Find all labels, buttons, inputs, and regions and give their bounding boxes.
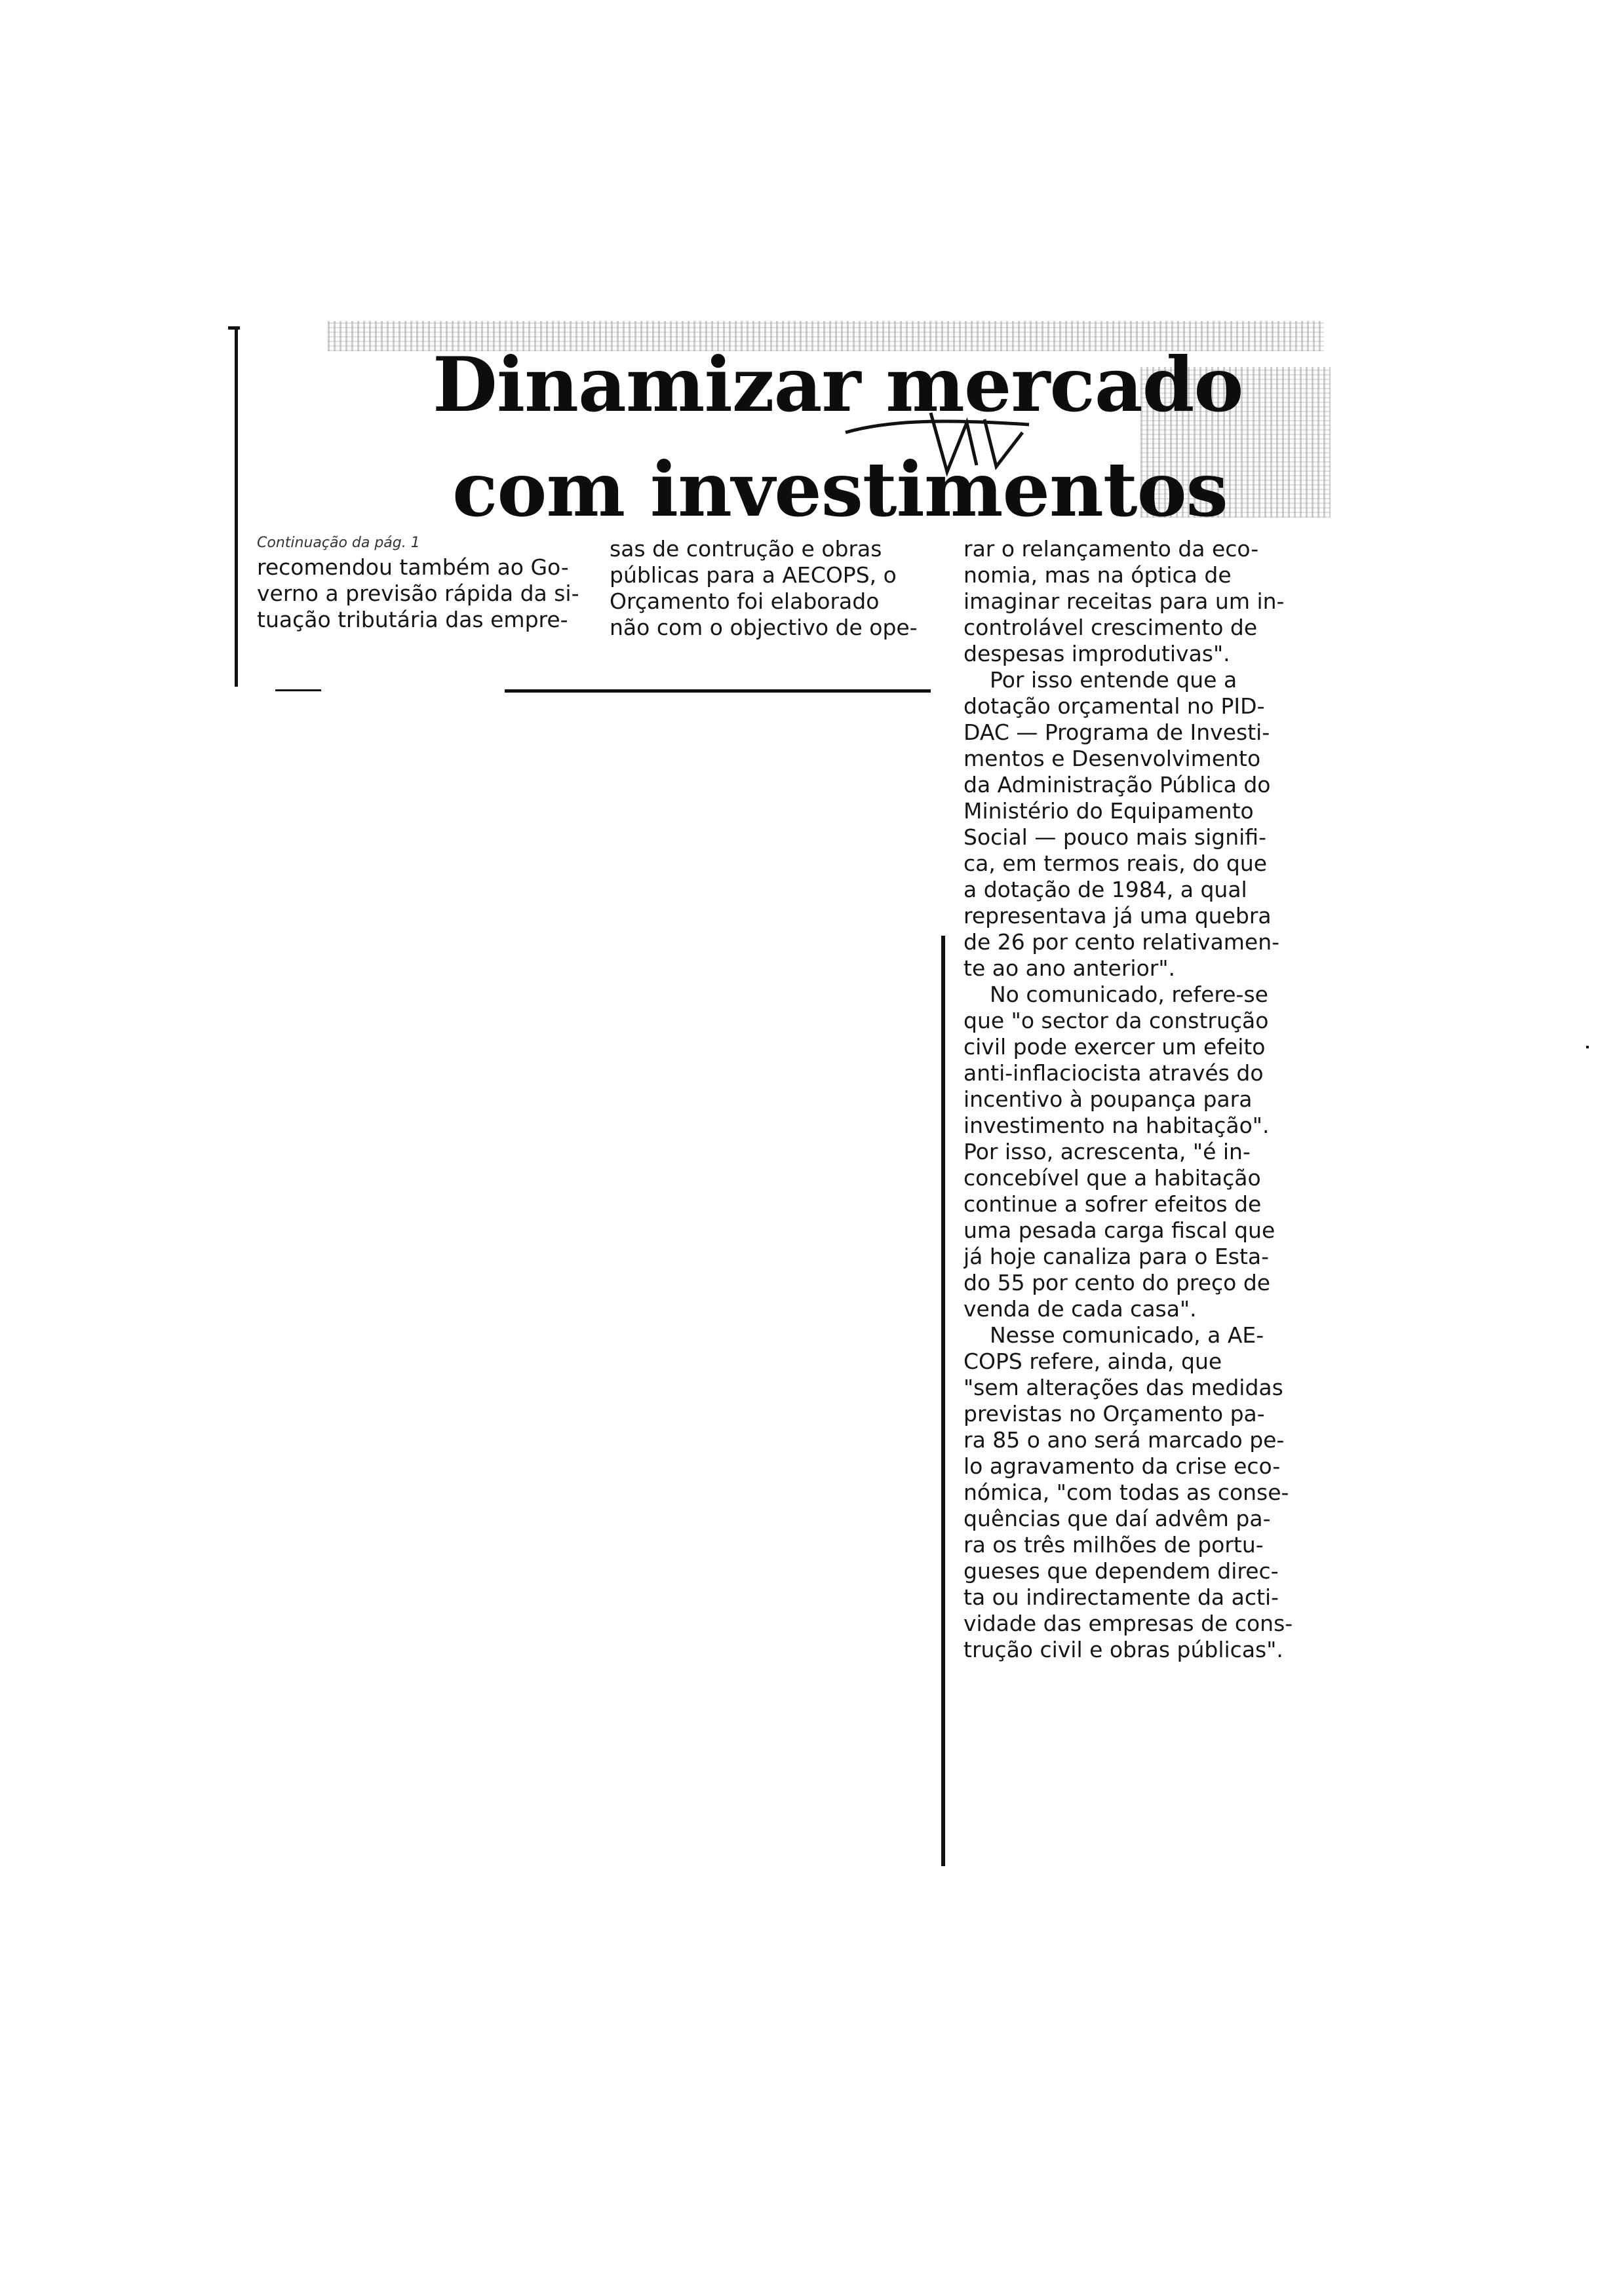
- text-line: não com o objectivo de ope-: [610, 615, 918, 640]
- text-line: No comunicado, refere-se: [990, 982, 1268, 1007]
- column-3: [963, 536, 1317, 1663]
- text-line: anti-inflaciocista através do: [963, 1060, 1264, 1086]
- text-line: civil pode exercer um efeito: [963, 1034, 1266, 1060]
- text-line: representava já uma quebra: [963, 903, 1272, 928]
- text-line: controlável crescimento de: [963, 615, 1258, 640]
- text-line: continue a sofrer efeitos de: [963, 1191, 1262, 1217]
- text-line: Por isso, acrescenta, "é in-: [963, 1139, 1251, 1164]
- text-line: incentivo à poupança para: [963, 1086, 1253, 1112]
- divider-rule: [505, 689, 931, 693]
- text-line: Ministério do Equipamento: [963, 798, 1254, 824]
- text-line: da Administração Pública do: [963, 772, 1271, 797]
- text-line: de 26 por cento relativamen-: [963, 929, 1280, 955]
- text-line: ta ou indirectamente da acti-: [963, 1584, 1279, 1610]
- text-line: imaginar receitas para um in-: [963, 588, 1285, 614]
- column-2: [610, 536, 950, 641]
- text-line: ra os três milhões de portu-: [963, 1532, 1264, 1558]
- text-line: nómica, "com todas as conse-: [963, 1480, 1289, 1505]
- text-line: Por isso entende que a: [990, 667, 1237, 693]
- text-line: Social — pouco mais signifi-: [963, 824, 1266, 850]
- text-line: despesas improdutivas".: [963, 641, 1230, 666]
- headline-line-1: Dinamizar mercado: [433, 341, 1243, 429]
- text-line: Orçamento foi elaborado: [610, 588, 880, 614]
- column-1: [257, 532, 585, 633]
- text-line: rar o relançamento da eco-: [963, 536, 1259, 562]
- text-line: lo agravamento da crise eco-: [963, 1453, 1281, 1479]
- text-line: dotação orçamental no PID-: [963, 693, 1265, 719]
- text-line: que "o sector da construção: [963, 1008, 1269, 1033]
- text-line: gueses que dependem direc-: [963, 1558, 1279, 1584]
- text-line: tuação tributária das empre-: [257, 607, 568, 632]
- text-line: quências que daí advêm pa-: [963, 1506, 1271, 1531]
- text-line: uma pesada carga fiscal que: [963, 1217, 1275, 1243]
- divider-rule-left: [275, 689, 321, 691]
- text-line: "sem alterações das medidas: [963, 1375, 1283, 1400]
- text-line: já hoje canaliza para o Esta-: [963, 1244, 1270, 1269]
- text-line: COPS refere, ainda, que: [963, 1349, 1222, 1374]
- text-line: ra 85 o ano será marcado pe-: [963, 1427, 1285, 1453]
- text-line: trução civil e obras públicas".: [963, 1637, 1283, 1662]
- headline-line-2: com investimentos: [452, 446, 1228, 533]
- text-line: Nesse comunicado, a AE-: [990, 1322, 1264, 1348]
- text-line: DAC — Programa de Investi-: [963, 719, 1270, 745]
- text-line: venda de cada casa".: [963, 1296, 1197, 1322]
- text-line: públicas para a AECOPS, o: [610, 562, 897, 588]
- text-line: investimento na habitação".: [963, 1113, 1270, 1138]
- text-line: verno a previsão rápida da si-: [257, 581, 579, 606]
- right-bracket: [941, 936, 945, 1866]
- left-bracket: [235, 326, 238, 687]
- text-line: recomendou também ao Go-: [257, 554, 569, 580]
- continuation-note: Continuação da pág. 1: [257, 535, 420, 551]
- text-line: do 55 por cento do preço de: [963, 1270, 1271, 1295]
- text-line: vidade das empresas de cons-: [963, 1611, 1293, 1636]
- text-line: nomia, mas na óptica de: [963, 562, 1232, 588]
- stray-mark: [1586, 1046, 1589, 1048]
- text-line: te ao ano anterior".: [963, 955, 1175, 981]
- text-line: concebível que a habitação: [963, 1165, 1261, 1191]
- left-bracket-top: [228, 326, 240, 330]
- text-line: mentos e Desenvolvimento: [963, 746, 1261, 771]
- text-line: ca, em termos reais, do que: [963, 851, 1268, 876]
- text-line: previstas no Orçamento pa-: [963, 1401, 1265, 1426]
- handwritten-annotation: [832, 393, 1075, 491]
- text-line: sas de contrução e obras: [610, 536, 882, 562]
- text-line: a dotação de 1984, a qual: [963, 877, 1247, 902]
